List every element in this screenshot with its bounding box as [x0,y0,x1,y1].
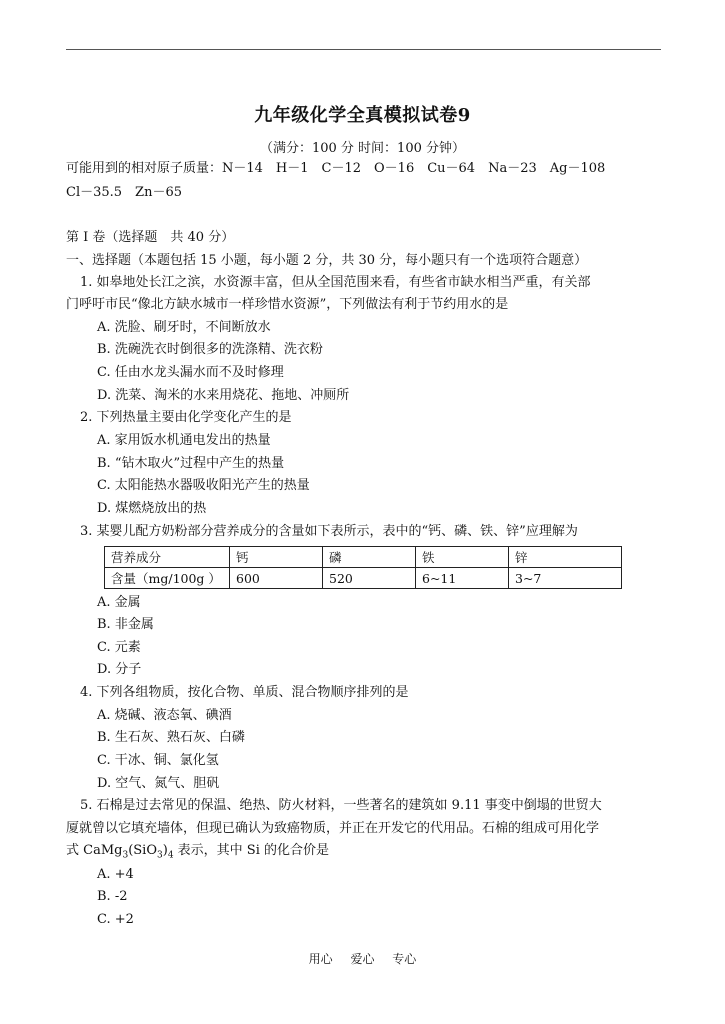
section-heading: 一、选择题（本题包括 15 小题，每小题 2 分，共 30 分，每小题只有一个选项符合题意） [66,253,588,268]
question-1-option-b: B. 洗碗洗衣时倒很多的洗涤精、洗衣粉 [97,342,323,357]
question-3-option-c: C. 元素 [97,640,141,655]
page-footer: 用心 爱心 专心 [308,952,417,966]
header-rule [66,49,661,50]
question-3-option-d: D. 分子 [97,662,142,677]
formula-text: ) [162,843,168,858]
formula-text: 表示，其中 Si 的化合价是 [173,843,330,858]
question-5-line1: 5. 石棉是过去常见的保温、绝热、防火材料，一些著名的建筑如 9.11 事变中倒塌的世贸大 [80,798,602,813]
question-1-line1: 1. 如皋地处长江之滨，水资源丰富，但从全国范围来看，有些省市缺水相当严重，有关部 [80,275,591,290]
formula-text: 式 CaMg [66,843,123,858]
nutrition-table [104,546,622,589]
table-cell: 钙 [230,547,323,568]
question-2-option-a: A. 家用饭水机通电发出的热量 [97,433,271,448]
part-heading: 第 I 卷（选择题 共 40 分） [66,230,235,245]
table-row [105,568,622,589]
table-cell: 6~11 [416,568,509,589]
question-1-option-c: C. 任由水龙头漏水而不及时修理 [97,365,284,380]
atomic-masses-line1: 可能用到的相对原子质量：N－14 H－1 C－12 O－16 Cu－64 Na－23 Ag－108 [66,161,606,176]
question-2-option-c: C. 太阳能热水器吸收阳光产生的热量 [97,478,310,493]
question-5-option-b: B. -2 [97,889,128,904]
question-1-line2: 门呼吁市民“像北方缺水城市一样珍惜水资源”，下列做法有利于节约用水的是 [66,297,509,312]
question-2-line1: 2. 下列热量主要由化学变化产生的是 [80,410,292,425]
question-5-line2: 厦就曾以它填充墙体，但现已确认为致癌物质，并正在开发它的代用品。石棉的组成可用化学 [66,821,600,836]
question-5-option-c: C. +2 [97,912,134,927]
question-4-option-b: B. 生石灰、熟石灰、白磷 [97,730,245,745]
formula-subscript: 3 [122,850,129,861]
page-title: 九年级化学全真模拟试卷9 [254,105,471,126]
table-cell: 3~7 [509,568,622,589]
question-5-option-a: A. +4 [97,867,134,882]
question-5-line3 [66,842,329,865]
table-cell: 铁 [416,547,509,568]
question-3-option-a: A. 金属 [97,595,141,610]
table-cell: 600 [230,568,323,589]
table-cell: 锌 [509,547,622,568]
question-3-option-b: B. 非金属 [97,617,154,632]
question-1-option-a: A. 洗脸、刷牙时，不间断放水 [97,320,271,335]
question-4-option-a: A. 烧碱、液态氧、碘酒 [97,708,232,723]
page-subtitle: （满分：100 分 时间：100 分钟） [259,141,466,156]
table-cell: 营养成分 [105,547,230,568]
formula-text: (SiO [128,843,157,858]
atomic-masses-line2: Cl－35.5 Zn－65 [66,185,182,200]
question-4-line1: 4. 下列各组物质，按化合物、单质、混合物顺序排列的是 [80,685,409,700]
table-cell: 520 [323,568,416,589]
table-cell: 含量（mg/100g ） [105,568,230,589]
question-4-option-c: C. 干冰、铜、氯化氢 [97,753,219,768]
question-1-option-d: D. 洗菜、淘米的水来用烧花、拖地、冲厕所 [97,388,350,403]
question-2-option-b: B. “钻木取火”过程中产生的热量 [97,456,285,471]
question-4-option-d: D. 空气、氮气、胆矾 [97,776,220,791]
table-cell: 磷 [323,547,416,568]
question-2-option-d: D. 煤燃烧放出的热 [97,501,207,516]
formula-subscript: 4 [167,850,174,861]
table-row [105,547,622,568]
formula-subscript: 3 [157,850,163,861]
question-3-line1: 3. 某婴儿配方奶粉部分营养成分的含量如下表所示，表中的“钙、磷、铁、锌”应理解为 [80,524,578,539]
